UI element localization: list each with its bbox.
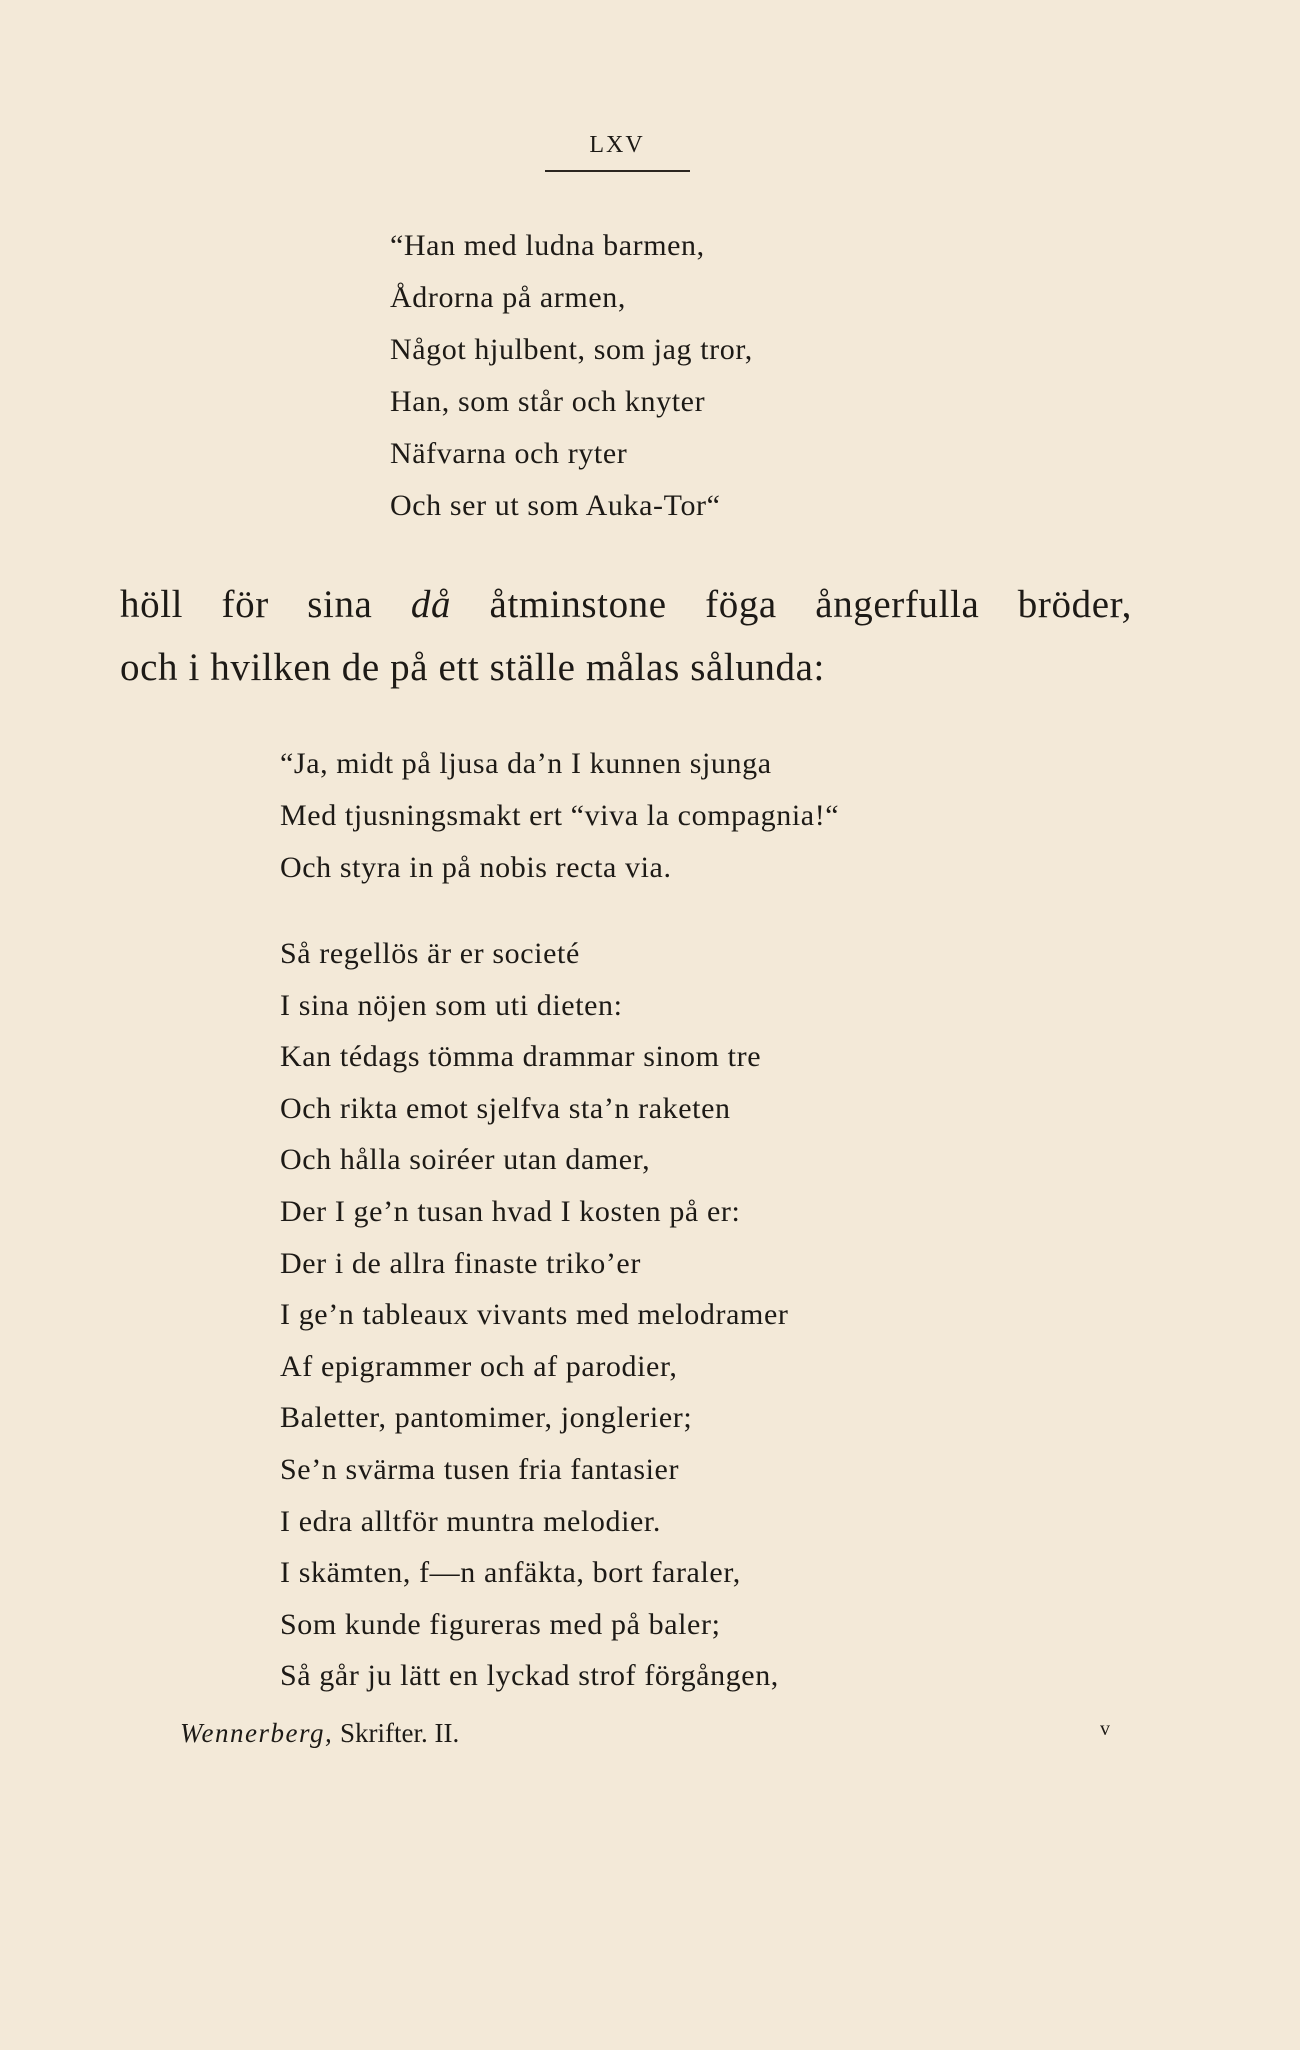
verse-line: Med tjusningsmakt ert “viva la compagnia!“ <box>280 799 840 832</box>
page-number: LXV <box>589 132 645 158</box>
prose-line-1 <box>120 573 1132 636</box>
prose-text: höll för sina <box>120 583 411 626</box>
verse-line: Af epigrammer och af parodier, <box>280 1349 678 1383</box>
verse-line: I skämten, f—n anfäkta, bort faraler, <box>280 1556 741 1590</box>
verse-line: Och rikta emot sjelfva sta’n raketen <box>280 1091 731 1125</box>
verse-line: Baletter, pantomimer, jonglerier; <box>280 1401 693 1435</box>
verse-line: “Han med ludna barmen, <box>390 229 705 262</box>
verse-line: Och hålla soiréer utan damer, <box>280 1143 651 1177</box>
verse-line: Der I ge’n tusan hvad I kosten på er: <box>280 1194 741 1228</box>
stanza-1 <box>390 220 753 532</box>
emphasized-word: då <box>410 583 452 626</box>
stanza-2 <box>280 738 839 894</box>
prose-text: åtminstone föga ångerfulla bröder, <box>451 583 1132 626</box>
verse-line: “Ja, midt på ljusa da’n I kunnen sjunga <box>280 747 772 780</box>
prose-paragraph <box>120 573 1132 699</box>
verse-line: Se’n svärma tusen fria fantasier <box>280 1452 680 1486</box>
verse-line: Något hjulbent, som jag tror, <box>390 333 753 366</box>
signature-mark: v <box>1100 1718 1110 1740</box>
verse-line: Näfvarna och ryter <box>390 437 628 470</box>
verse-line: I sina nöjen som uti dieten: <box>280 988 623 1022</box>
stanza-3 <box>280 928 788 1702</box>
prose-line-2: och i hvilken de på ett ställe målas sålunda: <box>120 646 825 689</box>
verse-line: Der i de allra finaste triko’er <box>280 1246 641 1280</box>
verse-line: I ge’n tableaux vivants med melodramer <box>280 1298 789 1332</box>
verse-line: Så går ju lätt en lyckad strof förgången, <box>280 1659 779 1693</box>
verse-line: Och ser ut som Auka-Tor“ <box>390 489 721 522</box>
page-number-rule <box>545 170 690 172</box>
footer-author: Wennerberg, <box>180 1718 334 1748</box>
verse-line: Och styra in på nobis recta via. <box>280 851 672 884</box>
verse-line: Så regellös är er societé <box>280 937 580 970</box>
verse-line: Han, som står och knyter <box>390 385 706 418</box>
footer-title: Skrifter. II. <box>333 1718 460 1748</box>
verse-line: Kan tédags tömma drammar sinom tre <box>280 1040 762 1074</box>
page-footer <box>180 1718 1110 1754</box>
verse-line: Som kunde figureras med på baler; <box>280 1607 721 1641</box>
verse-line: Ådrorna på armen, <box>390 281 626 314</box>
verse-line: I edra alltför muntra melodier. <box>280 1504 661 1538</box>
